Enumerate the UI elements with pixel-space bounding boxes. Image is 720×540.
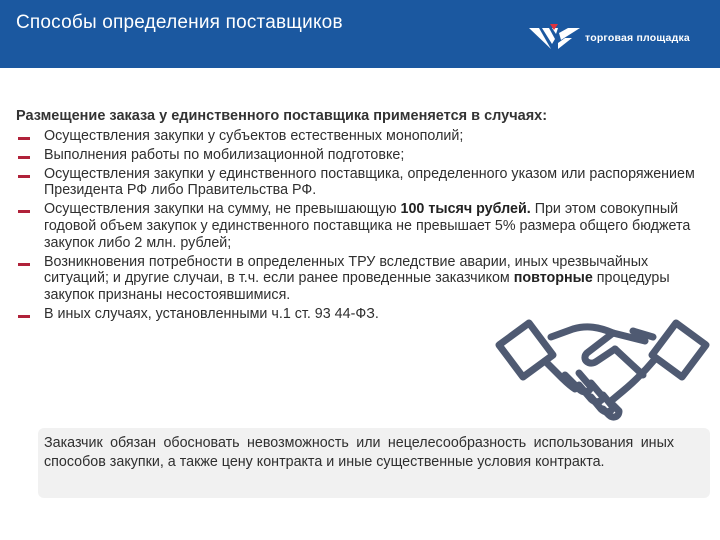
list-item-text-end: процедуры закупок признаны несостоявшимися.	[44, 270, 670, 304]
bullet-marker	[18, 263, 30, 266]
list-item	[16, 147, 706, 164]
logo	[528, 22, 708, 56]
page-title: Способы определения поставщиков	[16, 12, 343, 33]
header-bar	[0, 0, 720, 68]
bullet-marker	[18, 156, 30, 159]
list-item	[16, 166, 706, 200]
list-item-text: Выполнения работы по мобилизационной подготовке;	[44, 146, 405, 163]
list-item-text: В иных случаях, установленными ч.1 ст. 93 44-ФЗ.	[44, 305, 379, 322]
handshake-icon	[495, 315, 710, 425]
list-item-emphasis: 100 тысяч рублей.	[400, 201, 531, 218]
bullet-marker	[18, 137, 30, 140]
list-item-text-start: Возникновения потребности в определенных ТРУ вследствие аварии, иных чрезвычайных ситуаций; и другие случаи, в т.ч. если ранее проведенные заказчиком	[44, 253, 649, 287]
list-item-text-start: Осуществления закупки на сумму, не превышающую	[44, 201, 401, 218]
list-item-text: Осуществления закупки у единственного поставщика, определенного указом или распоряжением Президента РФ либо Правительства РФ.	[44, 165, 695, 199]
list-item-text-end: При этом совокупный годовой объем закупок у единственного поставщика не превышает 5% размера общего бюджета закупок либо 2 млн. рублей;	[44, 201, 691, 251]
bullet-marker	[18, 210, 30, 213]
note-box	[38, 428, 710, 498]
list-item	[16, 201, 706, 251]
bullet-marker	[18, 315, 30, 318]
main-content	[16, 106, 706, 325]
intro-heading: Размещение заказа у единственного поставщика применяется в случаях:	[16, 108, 548, 124]
list-item	[16, 128, 706, 145]
logo-mark-icon	[528, 22, 582, 52]
bullet-list	[16, 128, 706, 323]
note-text: Заказчик обязан обосновать невозможность или нецелесообразность использования иных способов закупки, а также цену контракта и иные существенные условия контракта.	[44, 435, 674, 470]
list-item	[16, 254, 706, 304]
list-item-emphasis: повторные	[513, 270, 593, 287]
logo-text: торговая площадка	[585, 32, 690, 44]
bullet-marker	[18, 175, 30, 178]
list-item-text: Осуществления закупки у субъектов естественных монополий;	[44, 128, 464, 144]
